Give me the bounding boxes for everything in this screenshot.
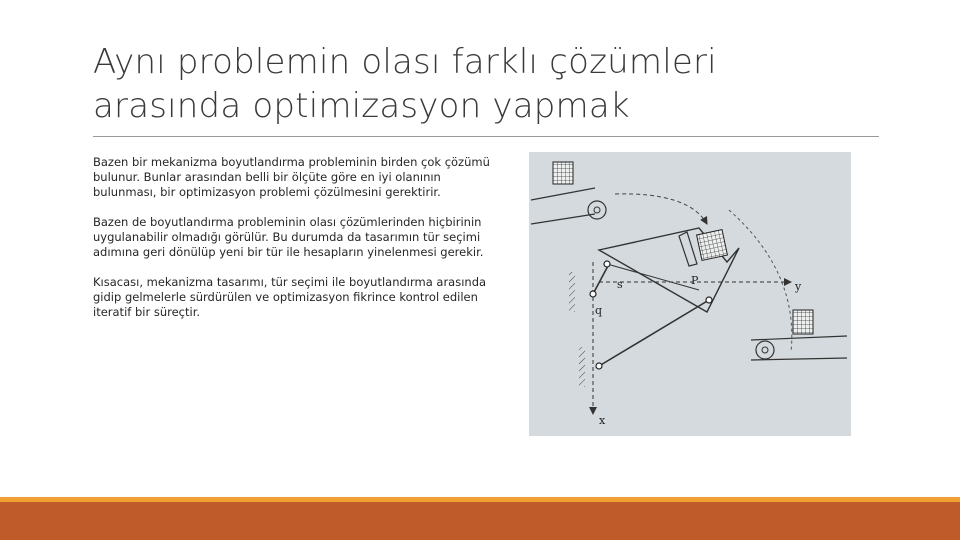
- slide-title: [93, 40, 893, 128]
- output-arc: [729, 210, 792, 352]
- joint-a: [604, 261, 610, 267]
- output-package: [793, 310, 813, 334]
- input-package: [553, 162, 573, 184]
- label-y: y: [795, 280, 802, 293]
- input-roller: [588, 201, 606, 219]
- label-q: q: [595, 304, 603, 317]
- label-p: P: [691, 274, 699, 287]
- paragraph-3: Kısacası, mekanizma tasarımı, tür seçimi ile boyutlandırma arasında gidip gelmelerle sürdürülen ve optimizasyon fikrince kontrol edilen iteratif bir süreçtir.: [93, 275, 487, 319]
- paragraph-2: Bazen de boyutlandırma probleminin olası çözümlerinden hiçbirinin uygulanabilir olmadığı görülür. Bu durumda da tasarımın tür seçimi adımına geri dönülüp yeni bir tür ile hesapların yinelenmesi gerekir.: [93, 215, 484, 259]
- body-text: [93, 155, 498, 335]
- label-s: s: [617, 278, 623, 291]
- ground-upper: [569, 272, 575, 312]
- mechanism-diagram: [529, 152, 851, 436]
- gripper-finger: [679, 232, 697, 266]
- output-roller: [756, 341, 774, 359]
- footer-band: [0, 502, 960, 540]
- ground-lower: [579, 347, 585, 387]
- slide-title-line-2: arasında optimizasyon yapmak: [93, 86, 630, 126]
- crank-link: [593, 264, 609, 294]
- joint-lower: [596, 363, 602, 369]
- paragraph-1: Bazen bir mekanizma boyutlandırma probleminin birden çok çözümü bulunur. Bunlar arasından belli bir ölçüte göre en iyi olanının bulunması, bir optimizasyon problemi çözülmesini gerektirir.: [93, 155, 490, 199]
- joint-p: [706, 297, 712, 303]
- slide-title-line-1: Aynı problemin olası farklı çözümleri: [93, 42, 717, 82]
- mechanism-figure: [529, 152, 851, 436]
- carried-package: [697, 230, 728, 261]
- joint-ground: [590, 291, 596, 297]
- output-conveyor: [751, 310, 847, 360]
- title-divider: [93, 136, 879, 137]
- input-conveyor: [531, 162, 606, 224]
- rocker-link: [599, 300, 709, 366]
- transfer-arc: [615, 194, 707, 224]
- label-x: x: [599, 414, 606, 427]
